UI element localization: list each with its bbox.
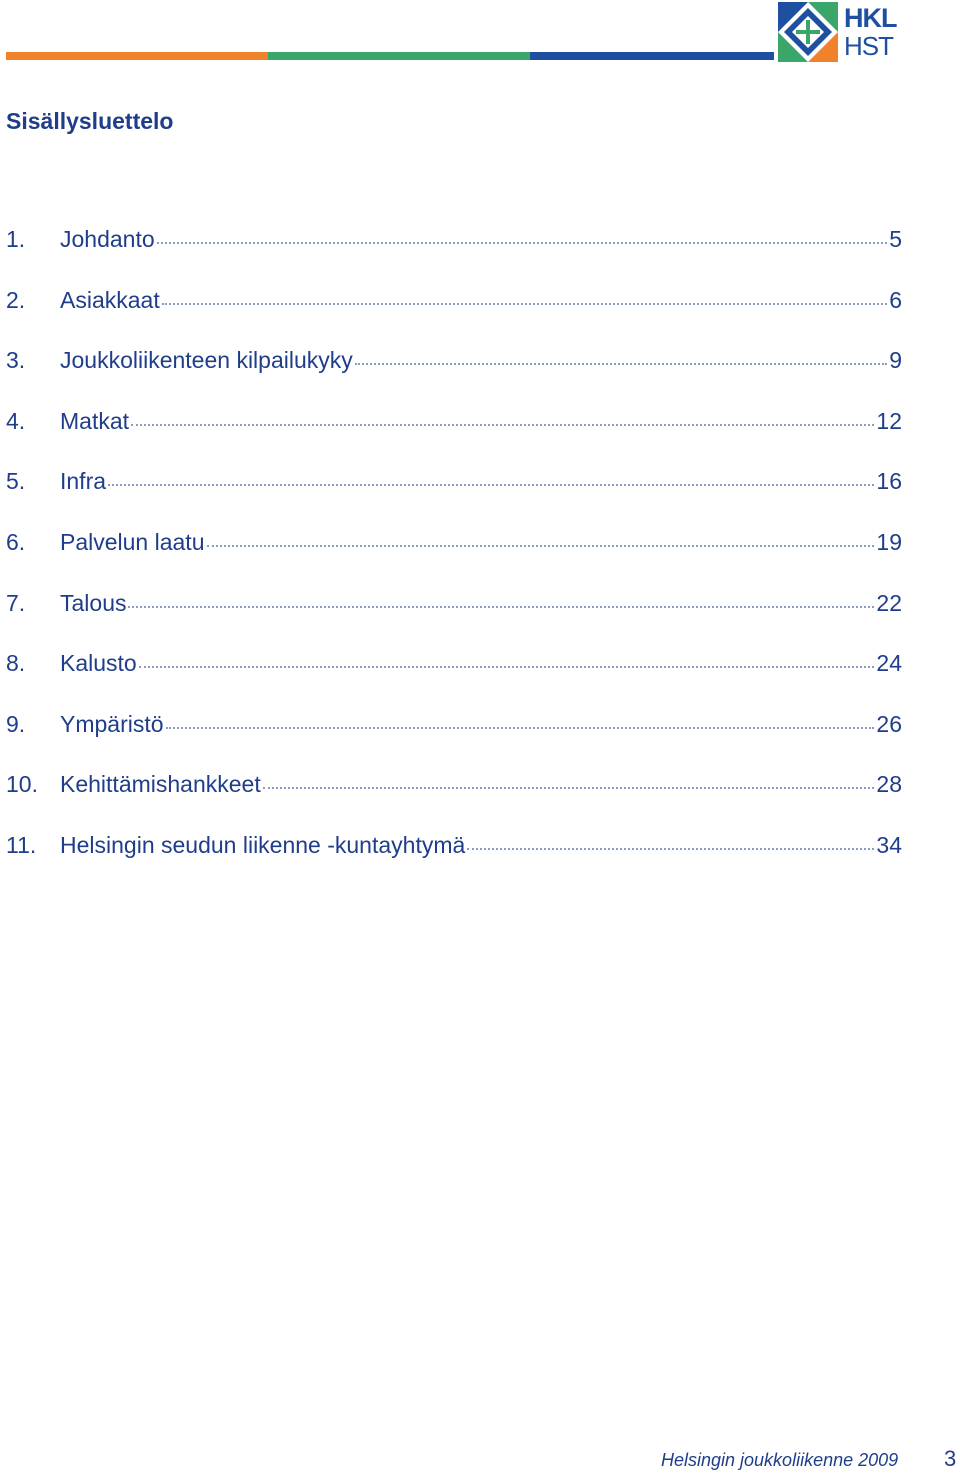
toc-entry[interactable] [6, 711, 902, 772]
toc-entry-page: 28 [876, 771, 902, 798]
logo-text-hst: HST [844, 31, 893, 61]
toc-entry-number: 6. [6, 528, 26, 555]
toc-entry[interactable] [6, 832, 902, 893]
stripe-orange [6, 52, 268, 60]
stripe-blue [530, 52, 774, 60]
toc-dot-leader [157, 240, 888, 244]
toc-entry-number: 2. [6, 286, 26, 313]
toc-entry-page: 12 [876, 407, 902, 434]
page-title: Sisällysluettelo [6, 108, 174, 134]
table-of-contents [6, 226, 902, 893]
toc-entry-number: 11. [6, 831, 37, 858]
toc-entry-number: 10. [6, 771, 38, 798]
footer-publication: Helsingin joukkoliikenne 2009 [661, 1450, 899, 1470]
toc-entry[interactable] [6, 650, 902, 711]
toc-entry-label: Talous [60, 589, 127, 616]
toc-entry-page: 19 [876, 528, 902, 555]
toc-dot-leader [131, 422, 874, 426]
toc-entry[interactable] [6, 347, 902, 408]
toc-entry-page: 16 [876, 468, 902, 495]
toc-entry-number: 7. [6, 589, 26, 616]
logo-text-hkl: HKL [844, 3, 897, 33]
toc-entry[interactable] [6, 226, 902, 287]
toc-entry-label: Johdanto [60, 226, 155, 252]
toc-entry-label: Kehittämishankkeet [60, 771, 261, 798]
toc-entry-page: 22 [876, 589, 902, 616]
toc-entry-label: Asiakkaat [60, 286, 160, 313]
toc-entry-page: 6 [889, 286, 902, 313]
toc-entry[interactable] [6, 590, 902, 651]
toc-dot-leader [355, 361, 887, 365]
toc-dot-leader [108, 482, 874, 486]
toc-dot-leader [139, 664, 875, 668]
toc-entry[interactable] [6, 468, 902, 529]
toc-dot-leader [162, 301, 887, 305]
toc-entry[interactable] [6, 408, 902, 469]
toc-entry-number: 5. [6, 468, 26, 495]
stripe-green [268, 52, 530, 60]
toc-entry-label: Ympäristö [60, 710, 164, 737]
header-stripe [6, 52, 774, 60]
toc-dot-leader [263, 785, 875, 789]
toc-entry-page: 5 [889, 226, 902, 252]
toc-entry[interactable] [6, 771, 902, 832]
toc-entry-page: 9 [889, 347, 902, 374]
toc-entry-page: 26 [876, 710, 902, 737]
toc-entry-number: 1. [6, 226, 26, 252]
toc-dot-leader [128, 604, 874, 608]
toc-entry-label: Palvelun laatu [60, 528, 205, 555]
toc-entry-number: 8. [6, 650, 26, 677]
toc-dot-leader [166, 725, 875, 729]
toc-entry[interactable] [6, 287, 902, 348]
toc-entry-page: 34 [876, 831, 902, 858]
toc-entry-label: Joukkoliikenteen kilpailukyky [60, 347, 353, 374]
hkl-hst-logo [778, 2, 902, 62]
toc-entry-number: 3. [6, 347, 26, 374]
footer-page-number: 3 [944, 1446, 957, 1471]
toc-entry-page: 24 [876, 650, 902, 677]
toc-dot-leader [467, 846, 874, 850]
toc-entry-label: Kalusto [60, 650, 137, 677]
toc-entry-number: 9. [6, 710, 26, 737]
toc-entry-number: 4. [6, 407, 26, 434]
toc-entry-label: Matkat [60, 407, 130, 434]
toc-entry[interactable] [6, 529, 902, 590]
toc-dot-leader [207, 543, 875, 547]
toc-entry-label: Infra [60, 468, 107, 495]
toc-entry-label: Helsingin seudun liikenne -kuntayhtymä [60, 831, 466, 858]
logo-mark-icon [778, 2, 838, 62]
